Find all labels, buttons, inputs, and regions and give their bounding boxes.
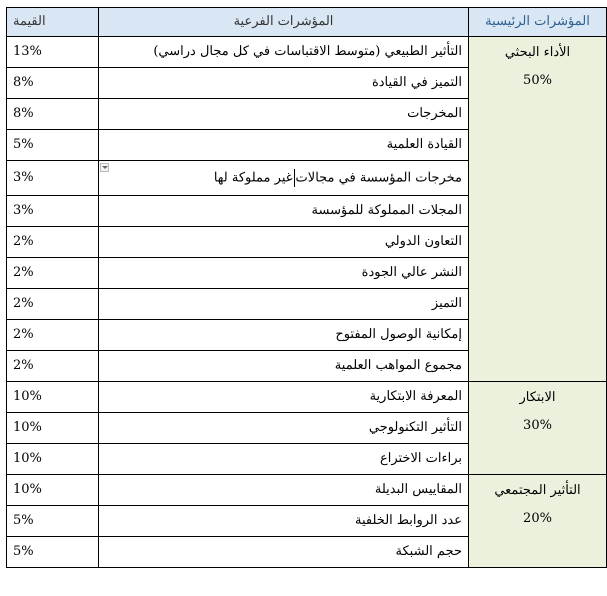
value-cell[interactable]: 2%	[7, 227, 99, 258]
sub-indicator-cell[interactable]: التميز في القيادة	[99, 68, 469, 99]
sub-indicator-cell[interactable]: النشر عالي الجودة	[99, 258, 469, 289]
sub-indicator-cell[interactable]: القيادة العلمية	[99, 130, 469, 161]
sub-indicator-cell[interactable]: حجم الشبكة	[99, 537, 469, 568]
value-cell[interactable]: 8%	[7, 99, 99, 130]
table-row	[7, 475, 607, 506]
value-cell[interactable]: 10%	[7, 382, 99, 413]
main-indicators-header[interactable]: المؤشرات الرئيسية	[469, 8, 607, 37]
sub-indicator-cell[interactable]: التميز	[99, 289, 469, 320]
sub-indicators-header[interactable]: المؤشرات الفرعية	[99, 8, 469, 37]
value-cell[interactable]: 5%	[7, 537, 99, 568]
value-cell[interactable]: 13%	[7, 37, 99, 68]
value-cell[interactable]: 3%	[7, 196, 99, 227]
value-cell[interactable]: 10%	[7, 444, 99, 475]
main-indicator-research[interactable]	[469, 37, 607, 382]
text-cursor	[294, 169, 295, 187]
sub-indicator-cell[interactable]: التعاون الدولي	[99, 227, 469, 258]
value-cell[interactable]: 2%	[7, 289, 99, 320]
table-row	[7, 37, 607, 68]
value-cell[interactable]: 2%	[7, 351, 99, 382]
main-indicator-weight: 50%	[523, 73, 552, 88]
sub-indicator-cell[interactable]: المعرفة الابتكارية	[99, 382, 469, 413]
value-cell[interactable]: 2%	[7, 320, 99, 351]
value-cell[interactable]: 8%	[7, 68, 99, 99]
value-header[interactable]: القيمة	[7, 8, 99, 37]
sub-indicator-cell[interactable]: براءات الاختراع	[99, 444, 469, 475]
sub-indicator-cell[interactable]: التأثير التكنولوجي	[99, 413, 469, 444]
table-row	[7, 382, 607, 413]
sub-indicator-text-after-cursor: غير مملوكة لها	[213, 170, 293, 186]
value-cell[interactable]: 5%	[7, 130, 99, 161]
value-cell[interactable]: 2%	[7, 258, 99, 289]
sub-indicator-text-before-cursor: مخرجات المؤسسة في مجالات	[295, 170, 462, 186]
main-indicator-weight: 30%	[523, 418, 552, 433]
sub-indicator-cell[interactable]: المخرجات	[99, 99, 469, 130]
sub-indicator-cell[interactable]: التأثير الطبيعي (متوسط الاقتباسات في كل مجال دراسي)	[99, 37, 469, 68]
main-indicator-name: الأداء البحثي	[504, 45, 571, 60]
value-cell[interactable]: 5%	[7, 506, 99, 537]
main-indicator-innovation[interactable]	[469, 382, 607, 475]
sub-indicator-cell[interactable]: مجموع المواهب العلمية	[99, 351, 469, 382]
value-cell[interactable]: 10%	[7, 475, 99, 506]
sub-indicator-cell[interactable]: عدد الروابط الخلفية	[99, 506, 469, 537]
main-indicator-societal-impact[interactable]	[469, 475, 607, 568]
indicators-table	[6, 7, 607, 568]
sub-indicator-cell[interactable]: إمكانية الوصول المفتوح	[99, 320, 469, 351]
header-row	[7, 8, 607, 37]
main-indicator-name: الابتكار	[519, 390, 556, 405]
main-indicator-weight: 20%	[523, 511, 552, 526]
main-indicator-name: التأثير المجتمعي	[494, 483, 581, 498]
dropdown-arrow-icon[interactable]	[100, 163, 109, 172]
sub-indicator-cell-editing[interactable]	[99, 161, 469, 196]
value-cell[interactable]: 3%	[7, 161, 99, 196]
sub-indicator-cell[interactable]: المقاييس البديلة	[99, 475, 469, 506]
sub-indicator-cell[interactable]: المجلات المملوكة للمؤسسة	[99, 196, 469, 227]
value-cell[interactable]: 10%	[7, 413, 99, 444]
